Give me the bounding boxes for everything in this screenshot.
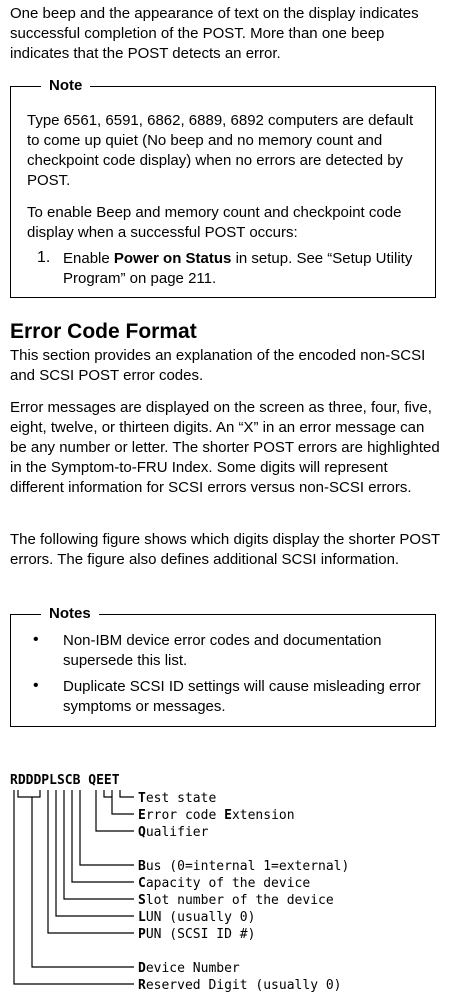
bullet-icon: •: [33, 631, 39, 648]
intro-paragraph: One beep and the appearance of text on the display indicates successful completion of the POST. More than one beep indicates that the POST detects an error.: [10, 5, 419, 62]
label-device-number: Device Number: [138, 961, 240, 976]
note-paragraph-2: To enable Beep and memory count and checkpoint code display when a successful POST occurs:: [27, 204, 402, 241]
label-bus: Bus (0=internal 1=external): [138, 859, 350, 874]
label-lun: LUN (usually 0): [138, 910, 256, 925]
note-item-text-pre: Enable: [63, 250, 114, 267]
label-slot-number: Slot number of the device: [138, 893, 334, 908]
label-qualifier: Qualifier: [138, 825, 209, 840]
bullet-icon: •: [33, 677, 39, 694]
note-paragraph-1: Type 6561, 6591, 6862, 6889, 6892 computers are default to come up quiet (No beep and no memory count and checkpoint code display) when no errors are detected by POST.: [27, 112, 414, 189]
label-test-state: Test state: [138, 791, 217, 806]
label-capacity: Capacity of the device: [138, 876, 311, 891]
note-list-item: [27, 249, 422, 289]
notes-list-item: [33, 631, 428, 671]
diagram-labels: [138, 791, 349, 993]
notes-box: [10, 605, 436, 727]
note-box: [10, 77, 436, 298]
error-code-pattern: RDDDPLSCB QEET: [10, 773, 120, 788]
notes-list-item: [33, 677, 428, 717]
label-error-code-extension: Error code Extension: [138, 808, 295, 823]
note-list-number: 1.: [37, 249, 51, 266]
notes-title: Notes: [41, 604, 99, 624]
error-code-diagram: [10, 770, 430, 1000]
section-paragraph-1: This section provides an explanation of the encoded non-SCSI and SCSI POST error codes.: [10, 347, 426, 384]
notes-item-text: Non-IBM device error codes and documentation supersede this list.: [63, 632, 382, 669]
diagram-connector-lines: [14, 790, 134, 984]
notes-item-text: Duplicate SCSI ID settings will cause misleading error symptoms or messages.: [63, 678, 421, 715]
note-item-text-post: in setup. See “Setup Utility Program” on page 211.: [63, 250, 413, 287]
section-paragraph-3: The following figure shows which digits display the shorter POST errors. The figure also defines additional SCSI information.: [10, 531, 440, 568]
note-item-bold: Power on Status: [113, 250, 232, 267]
section-paragraph-2: Error messages are displayed on the screen as three, four, five, eight, twelve, or thirteen digits. An “X” in an error message can be any number or letter. The shorter POST errors are highlighted in the Symptom-to-FRU Index. Some digits will represent different information for SCSI errors versus non-SCSI errors.: [10, 399, 440, 496]
label-reserved-digit: Reserved Digit (usually 0): [138, 978, 342, 993]
label-pun: PUN (SCSI ID #): [138, 927, 256, 942]
note-title: Note: [41, 76, 90, 96]
section-heading: Error Code Format: [10, 320, 197, 343]
